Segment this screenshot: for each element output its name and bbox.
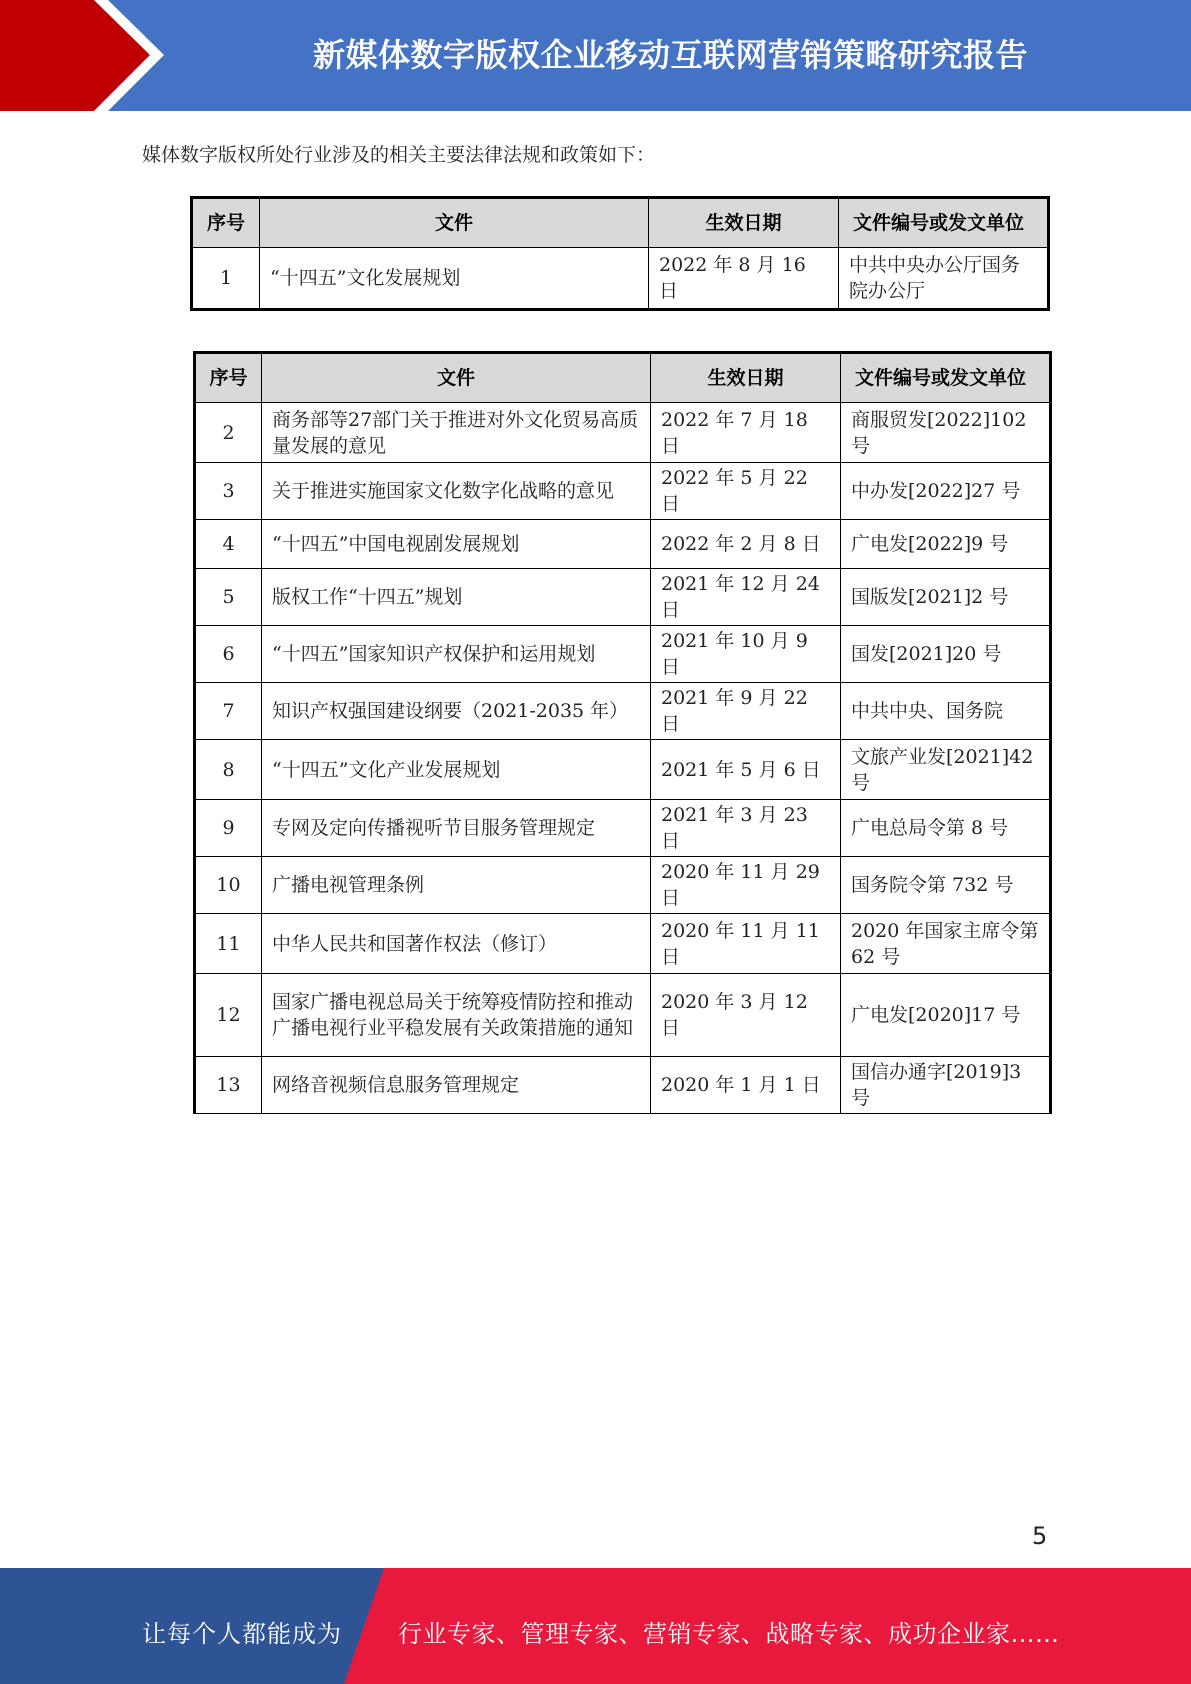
- table-row: [195, 403, 1051, 463]
- table-row: [195, 857, 1051, 914]
- footer-slogan-right: 行业专家、管理专家、营销专家、战略专家、成功企业家……: [398, 1620, 1060, 1648]
- cell-issuer: 商服贸发[2022]102 号: [841, 403, 1051, 463]
- cell-doc: 中华人民共和国著作权法（修订）: [262, 914, 651, 974]
- header-date: 生效日期: [651, 353, 841, 403]
- cell-num: 4: [195, 520, 262, 569]
- cell-num: 13: [195, 1057, 262, 1114]
- cell-doc: 版权工作“十四五”规划: [262, 569, 651, 626]
- table-row: [195, 1057, 1051, 1114]
- cell-date: 2021 年 9 月 22 日: [651, 683, 841, 740]
- cell-doc: 商务部等27部门关于推进对外文化贸易高质量发展的意见: [262, 403, 651, 463]
- cell-issuer: 国务院令第 732 号: [841, 857, 1051, 914]
- table-row: [195, 974, 1051, 1057]
- cell-num: 10: [195, 857, 262, 914]
- cell-doc: 关于推进实施国家文化数字化战略的意见: [262, 463, 651, 520]
- cell-doc: “十四五”中国电视剧发展规划: [262, 520, 651, 569]
- header-num: 序号: [195, 353, 262, 403]
- regulations-table-1: [190, 196, 1050, 311]
- header-doc: 文件: [260, 198, 649, 248]
- cell-doc: 广播电视管理条例: [262, 857, 651, 914]
- cell-num: 6: [195, 626, 262, 683]
- table-row: [195, 914, 1051, 974]
- cell-num: 5: [195, 569, 262, 626]
- cell-issuer: 中共中央办公厅国务院办公厅: [839, 248, 1049, 310]
- intro-paragraph: 媒体数字版权所处行业涉及的相关主要法律法规和政策如下：: [142, 144, 656, 166]
- cell-doc: “十四五”文化发展规划: [260, 248, 649, 310]
- page-footer: [0, 1568, 1191, 1684]
- cell-doc: 知识产权强国建设纲要（2021-2035 年）: [262, 683, 651, 740]
- cell-issuer: 国信办通字[2019]3 号: [841, 1057, 1051, 1114]
- cell-date: 2022 年 5 月 22 日: [651, 463, 841, 520]
- table-row: [195, 800, 1051, 857]
- table-row: [195, 520, 1051, 569]
- cell-issuer: 广电发[2022]9 号: [841, 520, 1051, 569]
- table-row: [192, 248, 1049, 310]
- cell-doc: 网络音视频信息服务管理规定: [262, 1057, 651, 1114]
- cell-doc: “十四五”文化产业发展规划: [262, 740, 651, 800]
- cell-num: 8: [195, 740, 262, 800]
- cell-issuer: 国发[2021]20 号: [841, 626, 1051, 683]
- page-number: 5: [1032, 1522, 1048, 1550]
- cell-date: 2021 年 10 月 9 日: [651, 626, 841, 683]
- cell-num: 12: [195, 974, 262, 1057]
- regulations-table-2: [193, 351, 1052, 1114]
- cell-date: 2020 年 1 月 1 日: [651, 1057, 841, 1114]
- table-row: [195, 626, 1051, 683]
- cell-issuer: 2020 年国家主席令第 62 号: [841, 914, 1051, 974]
- table-row: [195, 463, 1051, 520]
- cell-date: 2020 年 11 月 11 日: [651, 914, 841, 974]
- cell-doc: “十四五”国家知识产权保护和运用规划: [262, 626, 651, 683]
- cell-num: 11: [195, 914, 262, 974]
- header-issuer: 文件编号或发文单位: [841, 353, 1051, 403]
- cell-num: 3: [195, 463, 262, 520]
- cell-num: 9: [195, 800, 262, 857]
- cell-doc: 国家广播电视总局关于统筹疫情防控和推动广播电视行业平稳发展有关政策措施的通知: [262, 974, 651, 1057]
- table-header-row: [192, 198, 1049, 248]
- cell-date: 2021 年 12 月 24 日: [651, 569, 841, 626]
- page-header: [0, 0, 1191, 111]
- table-row: [195, 683, 1051, 740]
- cell-issuer: 中共中央、国务院: [841, 683, 1051, 740]
- cell-issuer: 文旅产业发[2021]42 号: [841, 740, 1051, 800]
- cell-num: 2: [195, 403, 262, 463]
- header-issuer: 文件编号或发文单位: [839, 198, 1049, 248]
- header-date: 生效日期: [649, 198, 839, 248]
- cell-num: 7: [195, 683, 262, 740]
- cell-issuer: 广电发[2020]17 号: [841, 974, 1051, 1057]
- cell-date: 2021 年 3 月 23 日: [651, 800, 841, 857]
- cell-date: 2020 年 11 月 29 日: [651, 857, 841, 914]
- cell-date: 2021 年 5 月 6 日: [651, 740, 841, 800]
- cell-doc: 专网及定向传播视听节目服务管理规定: [262, 800, 651, 857]
- table-row: [195, 569, 1051, 626]
- cell-issuer: 广电总局令第 8 号: [841, 800, 1051, 857]
- table-header-row: [195, 353, 1051, 403]
- table-row: [195, 740, 1051, 800]
- cell-date: 2020 年 3 月 12 日: [651, 974, 841, 1057]
- report-title: 新媒体数字版权企业移动互联网营销策略研究报告: [312, 36, 1028, 74]
- cell-date: 2022 年 7 月 18 日: [651, 403, 841, 463]
- header-num: 序号: [192, 198, 260, 248]
- cell-date: 2022 年 2 月 8 日: [651, 520, 841, 569]
- footer-slogan-left: 让每个人都能成为: [142, 1620, 342, 1648]
- cell-issuer: 中办发[2022]27 号: [841, 463, 1051, 520]
- cell-num: 1: [192, 248, 260, 310]
- header-doc: 文件: [262, 353, 651, 403]
- cell-issuer: 国版发[2021]2 号: [841, 569, 1051, 626]
- cell-date: 2022 年 8 月 16 日: [649, 248, 839, 310]
